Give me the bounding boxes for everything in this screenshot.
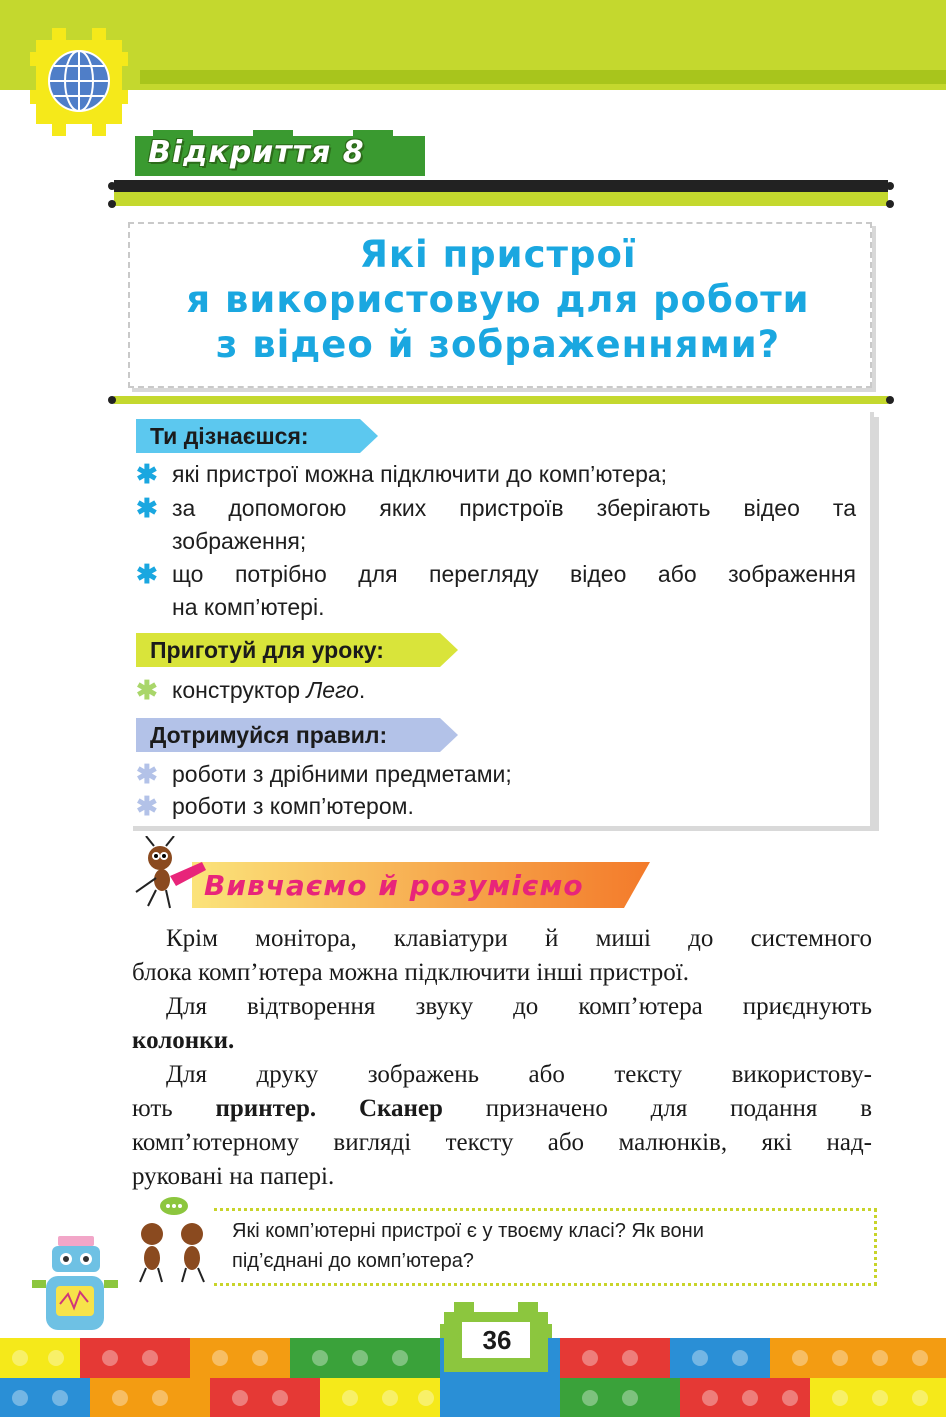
globe-brick-icon [30,28,130,136]
title-top-bar [108,178,894,210]
learn-item-2-line-1: за допомогою яких пристроїв зберігають відео та [172,495,856,521]
body-p1-line-2: блока комп’ютера можна підключити інші пристрої. [132,959,689,986]
asterisk-icon: ✱ [136,675,158,705]
body-p3-line-1: Для друку зображень або тексту використову- [166,1061,872,1088]
printer-term: принтер. [215,1095,317,1122]
asterisk-icon: ✱ [136,459,158,489]
rules-label: Дотримуйся правил: [136,718,440,752]
question-line-2: під’єднані до комп’ютера? [232,1250,474,1272]
title-line-3: з відео й зображеннями? [215,323,781,366]
rules-item-1: роботи з дрібними предметами; [172,761,512,787]
body-p3-line-2 [132,1092,872,1126]
body-p3-line-4: руковані на папері. [132,1163,335,1190]
rules-arrow-icon [440,718,458,752]
study-label: Вивчаємо й розуміємо [204,869,584,902]
asterisk-icon: ✱ [136,559,158,589]
body-text-span: призначено для подання в [442,1095,872,1122]
learn-label: Ти дізнаєшся: [136,419,360,453]
title-bottom-bar [108,392,894,408]
body-text-gap [316,1095,359,1122]
top-band-stripe [140,70,946,84]
learn-item-3-line-2: на комп’ютері. [172,594,325,620]
prepare-item-text: конструктор [172,677,307,703]
learn-item-1: які пристрої можна підключити до комп’ютера; [172,461,668,487]
title-line-2: я використовую для роботи [186,278,810,321]
page-number: 36 [482,1325,512,1355]
asterisk-icon: ✱ [136,759,158,789]
prepare-label: Приготуй для уроку: [136,633,440,667]
body-text-span: ють [132,1095,216,1122]
prepare-item-italic: Лего [306,677,359,703]
prepare-item [172,674,856,707]
prepare-item-suffix: . [358,677,366,703]
two-ants-icon [130,1196,214,1284]
body-p2-line-1: Для відтворення звуку до комп’ютера приєднують [166,993,872,1020]
section-label: Відкриття 8 [148,135,365,170]
body-p2-bold: колонки. [132,1027,235,1054]
title-line-1: Які пристрої [359,233,637,276]
asterisk-icon: ✱ [136,493,158,523]
learn-item-2-line-2: зображення; [172,528,307,554]
asterisk-icon: ✱ [136,791,158,821]
scanner-term: Сканер [358,1095,443,1122]
body-p3-line-3: комп’ютерному вигляді тексту або малюнків, які над- [132,1129,872,1156]
learn-arrow-icon [360,419,378,453]
lesson-title [128,232,868,367]
prepare-arrow-icon [440,633,458,667]
question-line-1: Які комп’ютерні пристрої є у твоєму класі? Як вони [232,1220,704,1242]
body-p1-line-1: Крім монітора, клавіатури й миші до системного [166,925,872,952]
learn-item-3-line-1: що потрібно для перегляду відео або зображення [172,561,856,587]
robot-icon [30,1230,120,1340]
rules-item-2: роботи з комп’ютером. [172,793,414,819]
